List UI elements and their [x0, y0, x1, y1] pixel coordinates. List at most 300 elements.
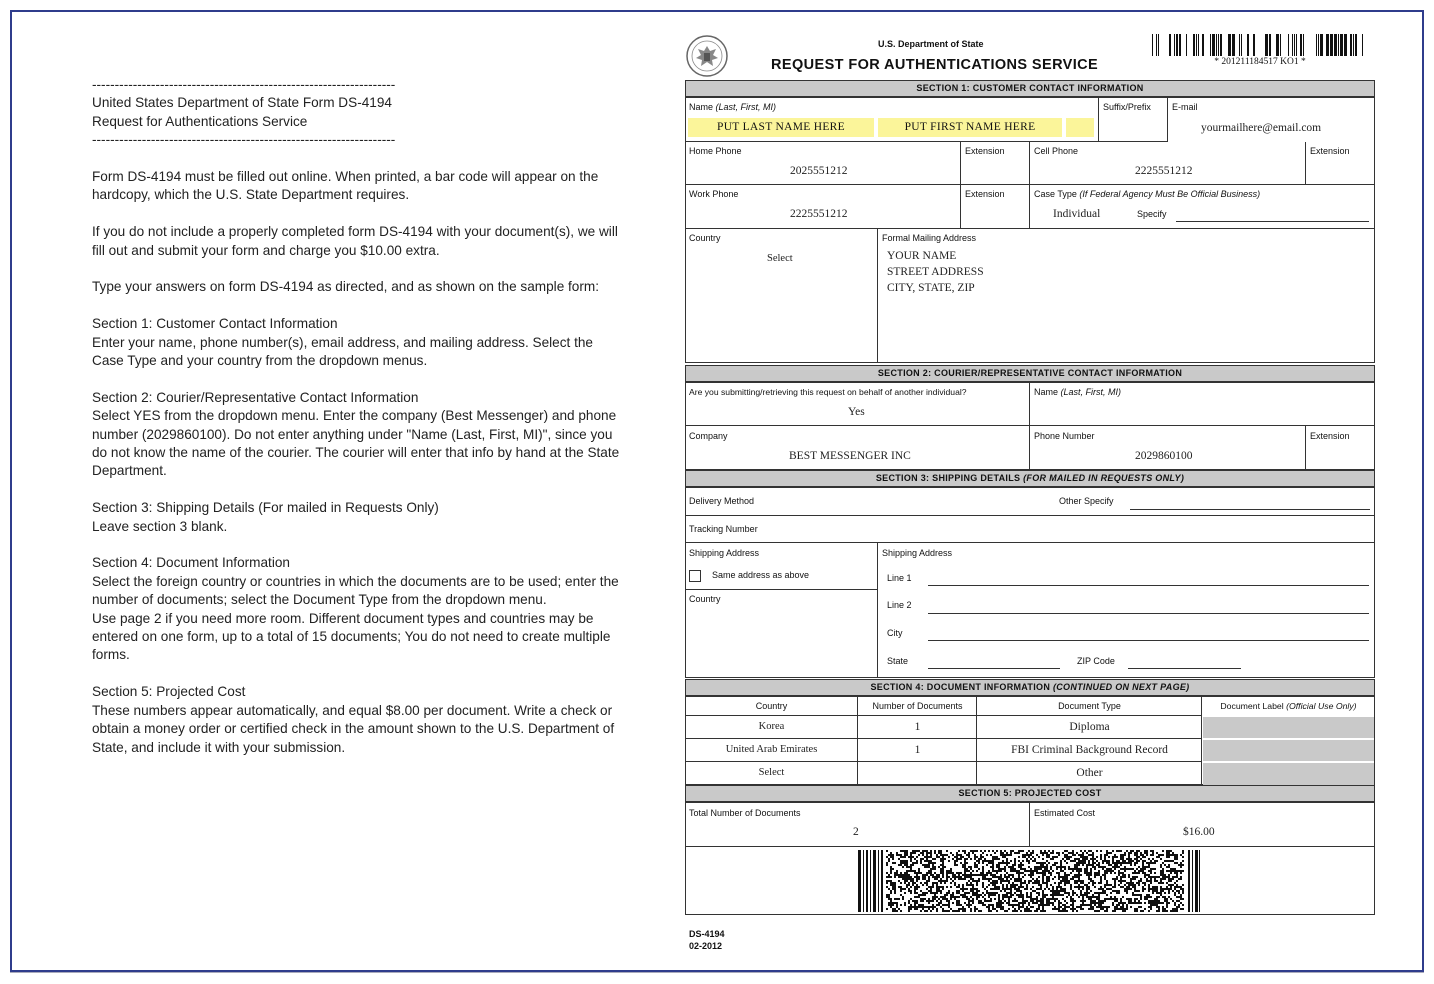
barcode-module — [1144, 882, 1146, 884]
barcode-module — [990, 888, 992, 890]
barcode-module — [1044, 852, 1046, 854]
barcode-module — [1026, 858, 1028, 860]
total-docs-value: 2 — [853, 826, 859, 838]
barcode-module — [1176, 862, 1178, 864]
barcode-module — [1002, 902, 1004, 904]
barcode-module — [1166, 860, 1168, 862]
barcode-module — [1050, 858, 1052, 860]
barcode-module — [924, 876, 926, 878]
barcode-module — [1152, 862, 1154, 864]
barcode-module — [1044, 894, 1046, 896]
barcode-module — [1064, 890, 1066, 892]
barcode-module — [1108, 888, 1110, 890]
barcode-module — [1072, 900, 1074, 902]
barcode-module — [922, 904, 924, 906]
barcode-module — [986, 864, 988, 866]
barcode-module — [890, 898, 892, 900]
barcode-module — [1060, 890, 1062, 892]
barcode-module — [1180, 886, 1182, 888]
barcode-module — [1080, 860, 1082, 862]
barcode-module — [1024, 870, 1026, 872]
barcode-module — [1076, 868, 1078, 870]
barcode-module — [1156, 886, 1158, 888]
company-input[interactable]: BEST MESSENGER INC — [789, 450, 911, 462]
barcode-module — [1112, 866, 1114, 868]
barcode-module — [1006, 858, 1008, 860]
barcode-module — [1140, 852, 1142, 854]
barcode-module — [1104, 860, 1106, 862]
doc-row-number[interactable]: 1 — [914, 744, 921, 756]
barcode-module — [910, 866, 912, 868]
barcode-module — [958, 874, 960, 876]
barcode-module — [964, 910, 966, 912]
barcode-module — [1000, 874, 1002, 876]
barcode-module — [1160, 874, 1162, 876]
barcode-module — [910, 852, 912, 854]
barcode-module — [994, 908, 996, 910]
barcode-module — [1012, 882, 1014, 884]
barcode-module — [914, 888, 916, 890]
barcode-module — [938, 856, 940, 858]
barcode-module — [954, 882, 956, 884]
zip-input[interactable] — [1128, 668, 1241, 669]
barcode-module — [1008, 900, 1010, 902]
case-type-select[interactable]: Individual — [1053, 208, 1101, 220]
barcode-module — [1030, 854, 1032, 856]
barcode-module — [1000, 870, 1002, 872]
barcode-module — [1062, 858, 1064, 860]
middle-initial-input[interactable] — [1066, 118, 1094, 137]
barcode-module — [1088, 876, 1090, 878]
barcode-module — [1076, 862, 1078, 864]
barcode-module — [1080, 904, 1082, 906]
barcode-module — [1114, 896, 1116, 898]
state-input[interactable] — [928, 668, 1060, 669]
barcode-module — [1138, 860, 1140, 862]
barcode-module — [930, 852, 932, 854]
behalf-select[interactable]: Yes — [848, 406, 865, 418]
barcode-module — [1038, 892, 1040, 894]
barcode-module — [948, 876, 950, 878]
barcode-module — [1014, 864, 1016, 866]
barcode-module — [1104, 870, 1106, 872]
barcode-module — [1064, 906, 1066, 908]
cell-phone-input[interactable]: 2225551212 — [1135, 165, 1193, 177]
mailing-line-3[interactable]: CITY, STATE, ZIP — [887, 282, 975, 294]
barcode-module — [1060, 864, 1062, 866]
barcode-module — [1144, 876, 1146, 878]
barcode-module — [1002, 860, 1004, 862]
barcode-module — [926, 856, 928, 858]
barcode-module — [1154, 898, 1156, 900]
barcode-module — [1104, 910, 1106, 912]
barcode-module — [1124, 880, 1126, 882]
barcode-module — [1104, 884, 1106, 886]
barcode-module — [1122, 858, 1124, 860]
barcode-module — [900, 882, 902, 884]
barcode-module — [906, 870, 908, 872]
barcode-module — [1098, 906, 1100, 908]
city-input[interactable] — [928, 640, 1369, 641]
first-name-input[interactable]: PUT FIRST NAME HERE — [878, 118, 1062, 137]
barcode-module — [950, 872, 952, 874]
barcode-module — [928, 908, 930, 910]
barcode-module — [934, 882, 936, 884]
barcode-module — [956, 890, 958, 892]
barcode-module — [970, 896, 972, 898]
barcode-module — [970, 866, 972, 868]
barcode-module — [1018, 874, 1020, 876]
barcode-module — [908, 874, 910, 876]
barcode-module — [1036, 870, 1038, 872]
barcode-module — [1080, 874, 1082, 876]
barcode-module — [924, 856, 926, 858]
barcode-module — [918, 870, 920, 872]
barcode-module — [998, 900, 1000, 902]
barcode-module — [1098, 896, 1100, 898]
barcode-module — [1162, 850, 1164, 852]
section5-heading: SECTION 5: PROJECTED COST — [685, 785, 1375, 802]
barcode-module — [990, 900, 992, 902]
barcode-module — [940, 878, 942, 880]
barcode-module — [1010, 886, 1012, 888]
barcode-module — [1160, 888, 1162, 890]
barcode-module — [1072, 890, 1074, 892]
barcode-module — [1082, 864, 1084, 866]
mailing-line-1[interactable]: YOUR NAME — [887, 250, 957, 262]
barcode-module — [978, 896, 980, 898]
barcode-module — [1012, 850, 1014, 852]
barcode-module — [1170, 884, 1172, 886]
barcode-module — [918, 876, 920, 878]
barcode-module — [998, 868, 1000, 870]
barcode-module — [1142, 882, 1144, 884]
barcode-module — [1048, 856, 1050, 858]
barcode-module — [1132, 876, 1134, 878]
barcode-module — [1120, 908, 1122, 910]
barcode-module — [1168, 850, 1170, 852]
barcode-module — [1114, 882, 1116, 884]
barcode-module — [970, 904, 972, 906]
barcode-module — [1014, 878, 1016, 880]
barcode-module — [1088, 860, 1090, 862]
barcode-guard-bar — [866, 850, 868, 912]
barcode-module — [1010, 870, 1012, 872]
barcode-module — [1120, 880, 1122, 882]
doc-row-number[interactable]: 1 — [914, 721, 921, 733]
barcode-module — [1166, 906, 1168, 908]
barcode-module — [1138, 850, 1140, 852]
barcode-module — [1160, 854, 1162, 856]
barcode-module — [1078, 868, 1080, 870]
barcode-module — [970, 890, 972, 892]
barcode-module — [998, 898, 1000, 900]
barcode-module — [954, 896, 956, 898]
barcode-module — [1168, 860, 1170, 862]
barcode-module — [1104, 856, 1106, 858]
barcode-module — [1102, 892, 1104, 894]
barcode-module — [1110, 896, 1112, 898]
barcode-bar — [1169, 34, 1171, 56]
barcode-module — [1122, 886, 1124, 888]
city-label: City — [887, 628, 903, 638]
barcode-module — [1124, 870, 1126, 872]
barcode-module — [1128, 854, 1130, 856]
barcode-module — [1144, 856, 1146, 858]
line1-input[interactable] — [928, 585, 1369, 586]
barcode-module — [1156, 890, 1158, 892]
barcode-module — [982, 902, 984, 904]
home-phone-input[interactable]: 2025551212 — [790, 165, 848, 177]
barcode-module — [1122, 908, 1124, 910]
barcode-bar — [1158, 34, 1159, 56]
barcode-module — [1156, 902, 1158, 904]
barcode-module — [1154, 868, 1156, 870]
barcode-module — [960, 856, 962, 858]
barcode-module — [1170, 870, 1172, 872]
barcode-module — [1020, 892, 1022, 894]
barcode-module — [1144, 884, 1146, 886]
barcode-module — [920, 904, 922, 906]
barcode-module — [1026, 894, 1028, 896]
barcode-bar — [1334, 34, 1337, 56]
barcode-module — [1092, 896, 1094, 898]
work-phone-input[interactable]: 2225551212 — [790, 208, 848, 220]
barcode-module — [1156, 852, 1158, 854]
barcode-module — [1024, 900, 1026, 902]
barcode-module — [1140, 894, 1142, 896]
barcode-module — [942, 864, 944, 866]
barcode-module — [1100, 850, 1102, 852]
barcode-module — [1134, 876, 1136, 878]
barcode-module — [1092, 906, 1094, 908]
barcode-module — [1158, 856, 1160, 858]
barcode-module — [924, 910, 926, 912]
barcode-bar — [1340, 34, 1343, 56]
barcode-module — [900, 864, 902, 866]
cell-ext-label: Extension — [1310, 146, 1350, 156]
barcode-module — [1132, 886, 1134, 888]
barcode-module — [1160, 890, 1162, 892]
doc-row-country[interactable]: Korea — [758, 721, 785, 732]
barcode-module — [1030, 894, 1032, 896]
barcode-module — [914, 908, 916, 910]
barcode-module — [1144, 860, 1146, 862]
barcode-module — [944, 858, 946, 860]
barcode-module — [1138, 906, 1140, 908]
barcode-module — [914, 906, 916, 908]
barcode-module — [1174, 870, 1176, 872]
barcode-module — [1056, 868, 1058, 870]
barcode-module — [1150, 870, 1152, 872]
barcode-module — [1078, 896, 1080, 898]
barcode-module — [976, 870, 978, 872]
barcode-module — [942, 904, 944, 906]
barcode-module — [982, 884, 984, 886]
barcode-module — [1014, 858, 1016, 860]
barcode-module — [914, 896, 916, 898]
barcode-module — [922, 878, 924, 880]
line2-input[interactable] — [928, 613, 1369, 614]
barcode-module — [1110, 868, 1112, 870]
barcode-module — [1004, 910, 1006, 912]
doc-row-type[interactable]: Other — [1076, 767, 1103, 779]
barcode-module — [890, 868, 892, 870]
barcode-module — [1174, 910, 1176, 912]
barcode-module — [1022, 906, 1024, 908]
same-address-checkbox[interactable] — [689, 570, 701, 582]
barcode-module — [1042, 852, 1044, 854]
barcode-module — [1126, 908, 1128, 910]
barcode-module — [1002, 880, 1004, 882]
barcode-module — [970, 850, 972, 852]
barcode-module — [990, 898, 992, 900]
barcode-module — [932, 866, 934, 868]
email-input[interactable]: yourmailhere@email.com — [1201, 122, 1322, 134]
barcode-module — [1102, 874, 1104, 876]
barcode-module — [1004, 888, 1006, 890]
barcode-module — [1146, 850, 1148, 852]
barcode-module — [1022, 902, 1024, 904]
barcode-module — [1176, 886, 1178, 888]
barcode-module — [908, 900, 910, 902]
barcode-module — [960, 888, 962, 890]
barcode-module — [1140, 896, 1142, 898]
barcode-module — [1088, 864, 1090, 866]
barcode-module — [1146, 852, 1148, 854]
barcode-module — [888, 894, 890, 896]
barcode-module — [1138, 872, 1140, 874]
barcode-module — [1074, 866, 1076, 868]
barcode-module — [1032, 872, 1034, 874]
barcode-module — [1100, 904, 1102, 906]
barcode-module — [1036, 872, 1038, 874]
barcode-module — [1122, 902, 1124, 904]
barcode-module — [1028, 910, 1030, 912]
barcode-bar — [1232, 34, 1235, 56]
barcode-module — [992, 866, 994, 868]
barcode-module — [1168, 878, 1170, 880]
barcode-module — [898, 854, 900, 856]
form-title: REQUEST FOR AUTHENTICATIONS SERVICE — [771, 57, 1099, 73]
barcode-module — [932, 892, 934, 894]
barcode-module — [1102, 900, 1104, 902]
last-name-input[interactable]: PUT LAST NAME HERE — [688, 118, 874, 137]
barcode-module — [1122, 896, 1124, 898]
barcode-module — [1174, 856, 1176, 858]
barcode-module — [1134, 854, 1136, 856]
barcode-module — [1180, 878, 1182, 880]
doc-row-type[interactable]: FBI Criminal Background Record — [1011, 744, 1168, 756]
barcode-module — [1072, 910, 1074, 912]
other-specify-input[interactable] — [1130, 509, 1370, 510]
barcode-bar — [1193, 34, 1195, 56]
barcode-module — [1024, 908, 1026, 910]
barcode-module — [1016, 888, 1018, 890]
barcode-module — [1040, 898, 1042, 900]
barcode-module — [942, 862, 944, 864]
barcode-module — [998, 902, 1000, 904]
barcode-module — [1010, 888, 1012, 890]
barcode-module — [1134, 886, 1136, 888]
barcode-module — [944, 904, 946, 906]
barcode-module — [1128, 900, 1130, 902]
doc-row-type[interactable]: Diploma — [1069, 721, 1110, 733]
barcode-module — [976, 856, 978, 858]
barcode-module — [1100, 900, 1102, 902]
barcode-module — [972, 870, 974, 872]
instruction-line: Form DS-4194 must be filled out online. When printed, a bar code will appear on the — [92, 169, 599, 185]
barcode-module — [1004, 890, 1006, 892]
barcode-module — [1094, 862, 1096, 864]
barcode-module — [1150, 906, 1152, 908]
barcode-module — [924, 906, 926, 908]
barcode-module — [920, 862, 922, 864]
barcode-module — [910, 892, 912, 894]
instruction-line: obtain a money order or certified check in the amount shown to the U.S. Department of — [92, 721, 615, 737]
barcode-module — [1020, 872, 1022, 874]
country-select[interactable]: Select — [767, 253, 793, 264]
barcode-module — [976, 894, 978, 896]
barcode-module — [1104, 890, 1106, 892]
barcode-module — [924, 882, 926, 884]
barcode-module — [944, 854, 946, 856]
barcode-module — [954, 862, 956, 864]
barcode-module — [1148, 910, 1150, 912]
barcode-bar — [1292, 34, 1293, 56]
barcode-module — [1052, 894, 1054, 896]
barcode-module — [1168, 876, 1170, 878]
doc-row-country[interactable]: Select — [758, 767, 785, 778]
barcode-module — [1030, 892, 1032, 894]
barcode-module — [1026, 908, 1028, 910]
barcode-module — [1154, 876, 1156, 878]
barcode-module — [1094, 868, 1096, 870]
barcode-module — [894, 890, 896, 892]
courier-phone-input[interactable]: 2029860100 — [1135, 450, 1193, 462]
barcode-module — [1162, 888, 1164, 890]
specify-input[interactable] — [1176, 221, 1369, 222]
barcode-module — [1176, 900, 1178, 902]
barcode-module — [1040, 864, 1042, 866]
barcode-module — [920, 894, 922, 896]
barcode-module — [1002, 852, 1004, 854]
barcode-module — [962, 894, 964, 896]
barcode-module — [1132, 850, 1134, 852]
mailing-line-2[interactable]: STREET ADDRESS — [887, 266, 984, 278]
barcode-module — [1038, 856, 1040, 858]
barcode-module — [980, 902, 982, 904]
barcode-module — [1054, 876, 1056, 878]
barcode-module — [988, 880, 990, 882]
barcode-bar — [1218, 34, 1219, 56]
barcode-module — [972, 852, 974, 854]
barcode-module — [1012, 910, 1014, 912]
barcode-bar — [1152, 34, 1153, 56]
barcode-module — [976, 908, 978, 910]
barcode-module — [928, 876, 930, 878]
barcode-module — [958, 872, 960, 874]
barcode-module — [1038, 880, 1040, 882]
barcode-module — [1042, 862, 1044, 864]
barcode-module — [896, 872, 898, 874]
barcode-module — [1098, 902, 1100, 904]
barcode-module — [1120, 898, 1122, 900]
doc-row-country[interactable]: United Arab Emirates — [725, 744, 818, 755]
barcode-module — [1058, 890, 1060, 892]
barcode-module — [1124, 902, 1126, 904]
barcode-module — [1008, 892, 1010, 894]
